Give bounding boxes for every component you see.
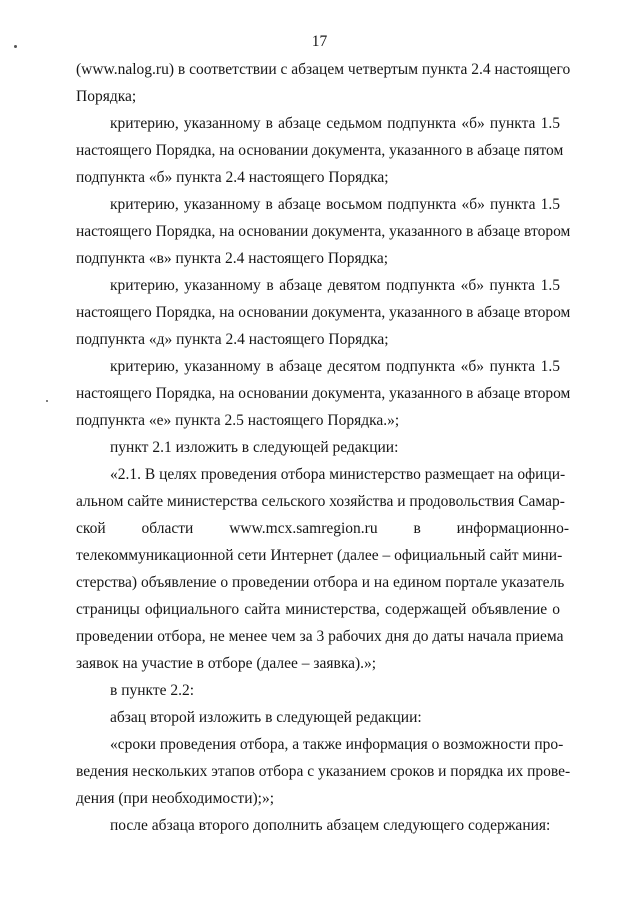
text-line: абзац второй изложить в следующей редакции:	[110, 709, 422, 726]
text-line: альном сайте министерства сельского хозяйства и продовольствия Самар-	[76, 493, 565, 510]
scan-speck	[14, 45, 17, 48]
text-line: подпункта «в» пункта 2.4 настоящего Порядка;	[76, 250, 389, 267]
text-line: после абзаца второго дополнить абзацем следующего содержания:	[110, 817, 551, 834]
text-line: «сроки проведения отбора, а также информация о возможности про-	[110, 736, 564, 753]
text-line: подпункта «е» пункта 2.5 настоящего Порядка.»;	[76, 412, 400, 429]
text-line: телекоммуникационной сети Интернет (далее – официальный сайт мини-	[76, 547, 563, 564]
text-line: настоящего Порядка, на основании документа, указанного в абзаце втором	[76, 385, 571, 402]
text-line: в пункте 2.2:	[110, 682, 195, 699]
text-line: страницы официального сайта министерства, содержащей объявление о	[76, 601, 560, 618]
text-line: «2.1. В целях проведения отбора министерство размещает на офици-	[110, 466, 566, 483]
text-line: дения (при необходимости);»;	[76, 790, 275, 807]
text-line: подпункта «б» пункта 2.4 настоящего Порядка;	[76, 169, 389, 186]
text-line: заявок на участие в отборе (далее – заявка).»;	[76, 655, 377, 672]
text-line: подпункта «д» пункта 2.4 настоящего Порядка;	[76, 331, 389, 348]
text-line: критерию, указанному в абзаце седьмом подпункта «б» пункта 1.5	[110, 115, 560, 132]
scan-speck	[46, 400, 48, 402]
text-line: (www.nalog.ru) в соответствии с абзацем четвертым пункта 2.4 настоящего	[76, 61, 571, 78]
page-number: 17	[311, 33, 328, 50]
text-line: Порядка;	[76, 88, 137, 105]
text-line: ской области www.mcx.samregion.ru в информационно-	[76, 520, 569, 537]
text-line: критерию, указанному в абзаце восьмом подпункта «б» пункта 1.5	[110, 196, 560, 213]
text-line: настоящего Порядка, на основании документа, указанного в абзаце пятом	[76, 142, 564, 159]
text-line: критерию, указанному в абзаце девятом подпункта «б» пункта 1.5	[110, 277, 560, 294]
text-line: настоящего Порядка, на основании документа, указанного в абзаце втором	[76, 223, 571, 240]
text-line: пункт 2.1 изложить в следующей редакции:	[110, 439, 399, 456]
text-line: критерию, указанному в абзаце десятом подпункта «б» пункта 1.5	[110, 358, 560, 375]
text-line: стерства) объявление о проведении отбора и на едином портале указатель	[76, 574, 565, 591]
text-line: проведении отбора, не менее чем за 3 рабочих дня до даты начала приема	[76, 628, 564, 645]
text-line: ведения нескольких этапов отбора с указанием сроков и порядка их прове-	[76, 763, 571, 780]
text-line: настоящего Порядка, на основании документа, указанного в абзаце втором	[76, 304, 571, 321]
